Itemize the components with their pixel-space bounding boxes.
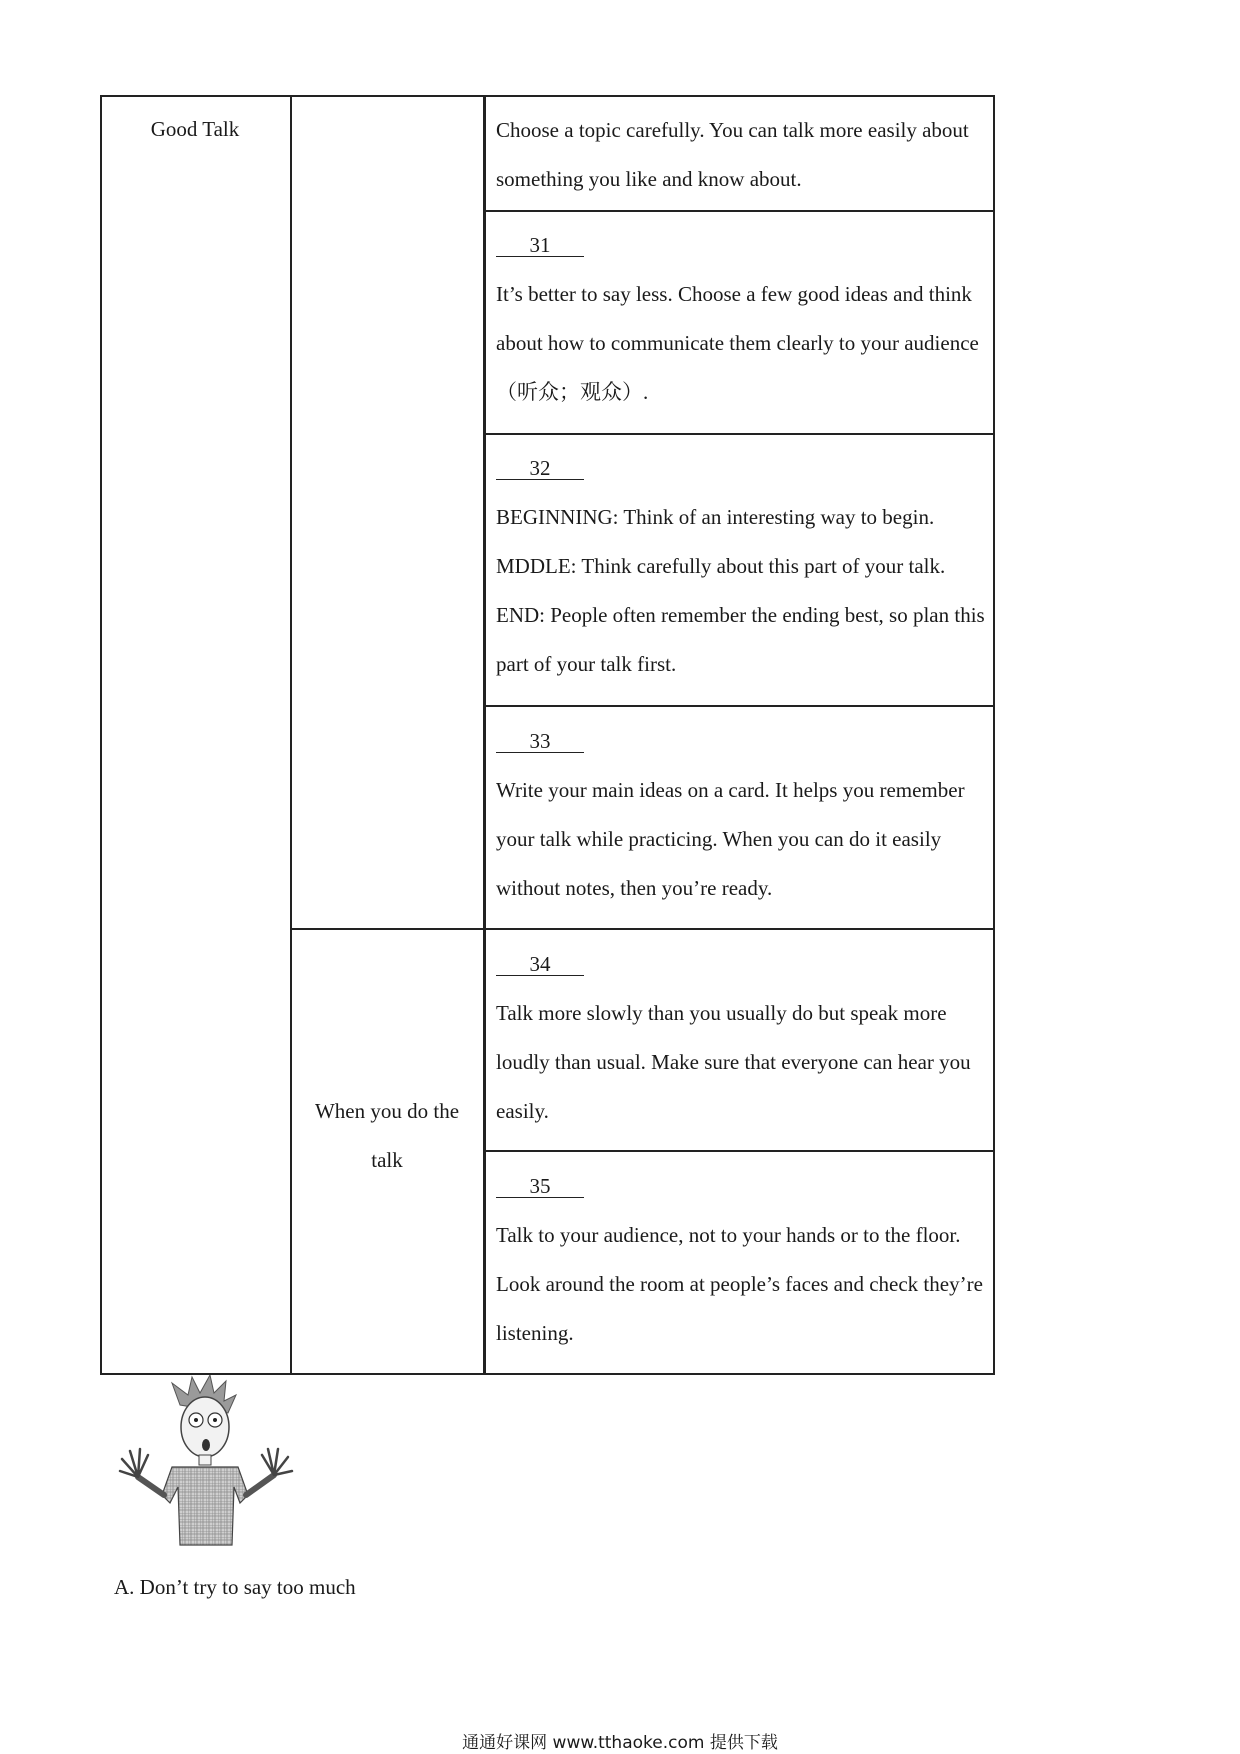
row-divider-5: [483, 1150, 995, 1152]
answer-blank-32: 32: [496, 457, 584, 480]
startled-man-illustration: [110, 1375, 330, 1550]
option-a: A. Don’t try to say too much: [114, 1575, 356, 1599]
table-row: [496, 106, 986, 204]
talk-tips-table: [100, 95, 995, 1375]
row-divider-4: [290, 928, 995, 930]
row-text: Choose a topic carefully. You can talk more easily about something you like and know about.: [496, 118, 969, 191]
answer-blank-33: 33: [496, 730, 584, 753]
footer-watermark: 通通好课网 www.tthaoke.com 提供下载: [462, 1733, 778, 1753]
column-divider-2: [483, 95, 486, 1375]
row-text: Write your main ideas on a card. It helps you remember your talk while practicing. When you can do it easily without notes, then you’re ready.: [496, 778, 965, 900]
answer-blank-35: 35: [496, 1175, 584, 1198]
row-text: BEGINNING: Think of an interesting way to begin. MDDLE: Think carefully about this part of your talk. END: People often remember the ending best, so plan this part of your talk first.: [496, 505, 985, 676]
row-divider-2: [483, 433, 995, 435]
answer-blank-34: 34: [496, 953, 584, 976]
table-border-right: [993, 95, 995, 1375]
section-title: Good Talk: [150, 117, 240, 141]
row-text: Talk to your audience, not to your hands or to the floor. Look around the room at people’s faces and check they’re listening.: [496, 1223, 983, 1345]
answer-blank-31: 31: [496, 234, 584, 257]
table-row: [496, 444, 986, 689]
stage-label: When you do the talk: [314, 1099, 460, 1172]
row-divider-1: [483, 210, 995, 212]
table-border-top: [100, 95, 995, 97]
row-text: It’s better to say less. Choose a few good ideas and think about how to communicate them clearly to your audience（听众；观众）.: [496, 282, 979, 404]
table-border-left: [100, 95, 102, 1375]
table-row: [496, 1162, 986, 1358]
table-row: [496, 717, 986, 913]
table-row: [496, 940, 986, 1136]
table-row: [496, 221, 986, 417]
row-text: Talk more slowly than you usually do but speak more loudly than usual. Make sure that everyone can hear you easily.: [496, 1001, 971, 1123]
row-divider-3: [483, 705, 995, 707]
